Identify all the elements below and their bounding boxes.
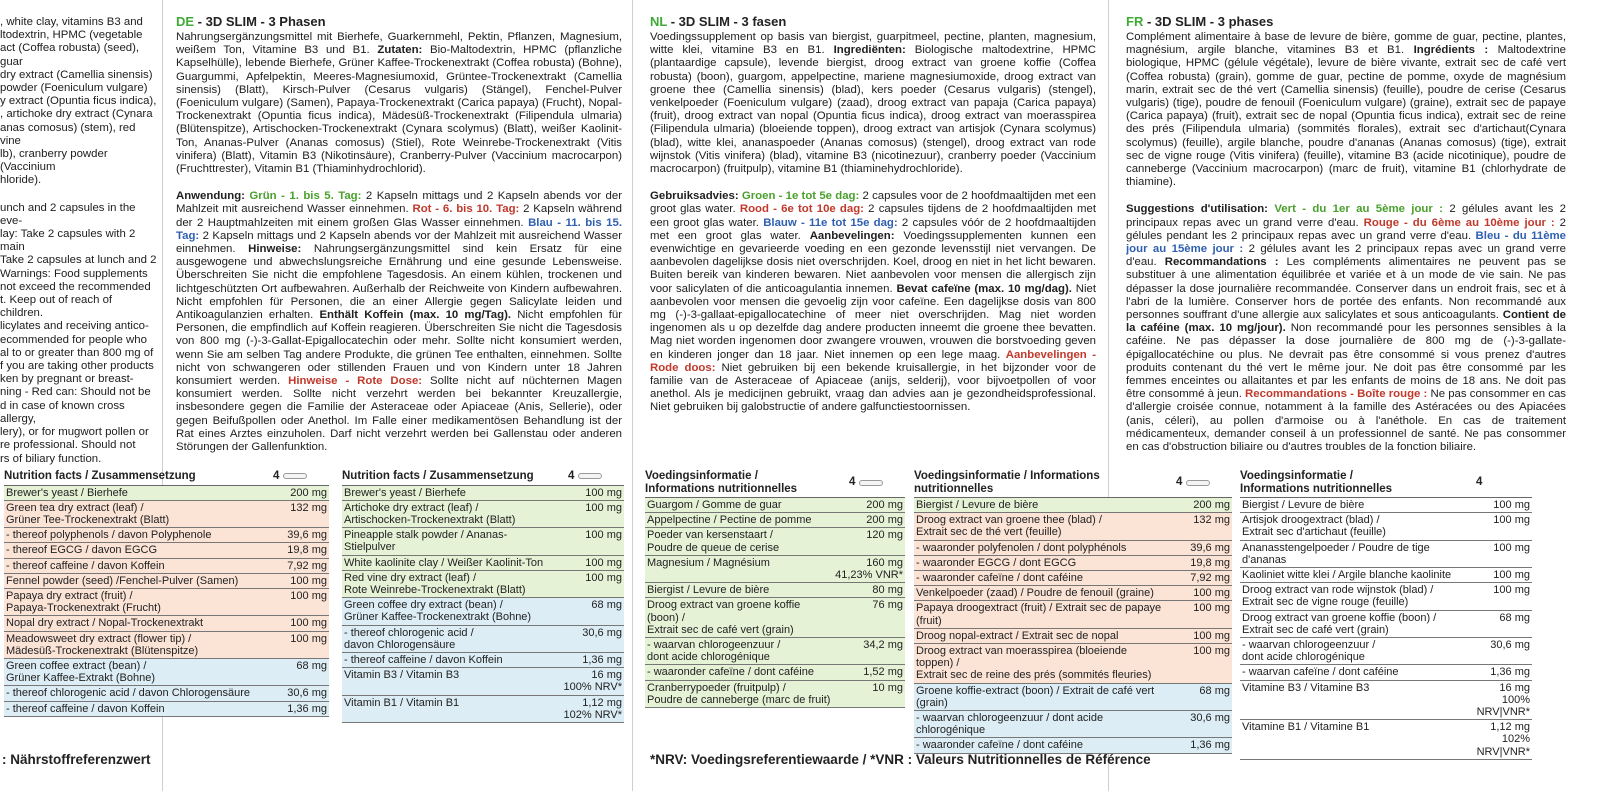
table-row [645, 681, 905, 708]
table-row [4, 686, 329, 701]
de-warn-2: Nicht empfohlen für Personen, die empfindlich auf Koffein reagieren. Überschreiten Sie nicht die Tagesdosis von 800 mg (-)-3-Gallat-Epigallocatechin oder mehr. Sollte nicht konsumiert werden, wenn Sie am selben Tag andere Produkte, die grünen Tee enthalten, einnehmen. Sollte nicht von schwangeren oder stillenden Frauen und von Kindern unter 18 Jahren konsumiert werden. [176, 309, 622, 388]
de-comp-b: Bio-Maltodextrin, HPMC (pflanzliche Kapselhülle), lebende Bierhefe, Grüner Kaffee-Trockenextrakt (Coffea robusta) (Bohne), Guargummi, Apfelpektin, Meeres-Magnesiumoxid, Grüntee-Trockenextrakt (Camellia sinensis) (Blatt), Kirsch-Pulver (Cesarus vulgaris) (Stängel), Fenchel-Pulver (Foeniculum vulgare) (Samen), Papaya-Trockenextrakt (Carica papaya) (Frucht), Nopal-Trockenextrakt (Opuntia ficus indica), Mädesüß-Trockenextrakt (Filipendula ulmaria) (Blütenspitze), Artischocken-Trockenextrakt (Cynara scolymus) (Blatt), weißer Kaolinit-Ton, Ananas-Pulver (Ananas comosus) (Stiel), Rote Weinrebe-Trockenextrakt (Vitis vinifera) (Blatt), Vitamin B3 (Nikotinsäure), Cranberry-Pulver (Vaccinium macrocarpon) (Fruchttrester), Vitamin B1 (Thiaminhydrochlorid). [176, 44, 622, 176]
ingredient-amount: 100 mg [585, 486, 622, 499]
table-row [1240, 665, 1532, 680]
table-row [1240, 541, 1532, 568]
ingredient-amount: 200 mg [866, 514, 903, 527]
table-row [342, 696, 624, 723]
ingredient-amount: 100 mg [1493, 569, 1530, 582]
panel-en-partial [0, 16, 158, 486]
de-phase-red: Rot - 6. bis 10. Tag: [412, 203, 520, 216]
fr-usage-1: 2 gélules avant les 2 principaux repas avec un grand verre d'eau. [1126, 203, 1566, 229]
table-row [914, 556, 1232, 571]
capsule-icon [859, 480, 883, 486]
ingredient-name: - waarvan cafeïne / dont caféine [1242, 666, 1399, 679]
ingredient-amount: 100 mg [290, 632, 327, 645]
ingredient-name: Papaya dry extract (fruit) / Papaya-Trockenextrakt (Frucht) [6, 589, 161, 615]
panel-nl [650, 14, 1096, 474]
ingredient-amount: 100 mg [1493, 584, 1530, 597]
nl-phase-green: Groen - 1e tot 5e dag: [738, 190, 860, 203]
ingredient-amount: 1,12 mg 102% NRV|VNR* [1476, 721, 1530, 758]
de-composition [176, 31, 622, 176]
de-warn-3: Sollte nicht auf nüchternen Magen konsumiert werden. Sollte nicht verzehrt werden bei bekannter Kreuzallergie, insbesondere gegen die Familie der Asteraceae oder Apiaceae (Anis, Sellerie), oder gegen Beifußpollen oder Anethol. Im Falle einer medikamentösen Behandlung ist der Rat eines Arztes einzuholen. Darf nicht verzehrt werden bei Gallenstau oder anderen Störungen der Gallenfunktion. [176, 375, 622, 454]
ingredient-name: - waaronder cafeïne / dont caféine [916, 572, 1083, 585]
panel-fr [1126, 14, 1566, 474]
ingredient-amount: 19,8 mg [1190, 556, 1230, 569]
nl-ingredients-label: Ingrediënten: [833, 44, 906, 57]
table-body [342, 486, 624, 723]
table-body [4, 486, 329, 717]
capsule-icon [283, 473, 307, 479]
table-header [342, 470, 624, 486]
ingredient-name: Poeder van kersenstaart / Poudre de queue de cerise [647, 529, 780, 554]
nl-title [650, 14, 1096, 29]
nl-title-text: - 3D SLIM - 3 fasen [667, 14, 787, 29]
fr-warn-1: Les compléments alimentaires ne peuvent pas se substituer à une alimentation équilibrée et variée et à un mode de vie sain. Ne pas dépasser la dose journalière recommandée. Conserver dans un endroit frais, sec et à l'abri de la lumière. Conserver hors de portée des enfants. Non recommandé aux personnes souffrant d'une allergie aux salicylates et sous anticoagulants. [1126, 256, 1566, 322]
table-row [1240, 638, 1532, 665]
ingredient-name: Vitamin B1 / Vitamin B1 [344, 696, 460, 709]
nl-usage [650, 190, 1096, 414]
fr-phase-blue: Bleu - du 11ème jour au 15ème jour : [1126, 229, 1566, 256]
ingredient-name: Meadowsweet dry extract (flower tip) / Mädesüß-Trockenextrakt (Blütenspitze) [6, 632, 199, 657]
nl-warn-label: Aanbevelingen: [809, 229, 895, 242]
table-header [4, 470, 329, 486]
table-row [914, 586, 1232, 601]
ingredient-amount: 100 mg [585, 556, 622, 569]
table-row [342, 626, 624, 653]
ingredient-name: Artisjok droogextract (blad) / Extrait sec d'artichaut (feuille) [1242, 514, 1386, 539]
table-row [4, 486, 329, 501]
fr-ingredients-label: Ingrédients : [1413, 44, 1489, 57]
ingredient-name: Vitamine B1 / Vitamine B1 [1242, 721, 1370, 734]
table-row [1240, 681, 1532, 721]
nl-comp-a: Voedingssupplement op basis van biergist, guarpitmeel, pectine, planten, magnesium, witte klei, vitamine B3 en B1. [650, 31, 1096, 57]
table-row [4, 574, 329, 589]
de-ingredients-label: Zutaten: [377, 44, 423, 57]
table-row [645, 665, 905, 680]
nl-usage-2: 2 capsules tijdens de 2 hoofdmaaltijden met een groot glas water. [650, 203, 1096, 229]
nl-composition [650, 31, 1096, 176]
ingredient-amount: 100 mg [1193, 645, 1230, 658]
table-row [342, 486, 624, 501]
ingredient-amount: 100 mg [290, 617, 327, 630]
fr-title-text: - 3D SLIM - 3 phases [1143, 14, 1274, 29]
ingredient-amount: 76 mg [872, 599, 903, 612]
panel-fold-2 [632, 0, 633, 791]
de-title-text: - 3D SLIM - 3 Phasen [194, 14, 326, 29]
ingredient-amount: 100 mg [1493, 514, 1530, 527]
table-row [914, 541, 1232, 556]
nl-usage-label: Gebruiksadvies: [650, 190, 739, 203]
table-row [914, 629, 1232, 644]
ingredient-name: White kaolinite clay / Weißer Kaolinit-Ton [344, 556, 544, 569]
ingredient-amount: 1,36 mg [287, 702, 327, 715]
en-composition: , white clay, vitamins B3 and ltodextrin, HPMC (vegetable act (Coffea robusta) (seed), guar dry extract (Camellia sinensis) powder (Foeniculum vulgare) y extract (Opuntia ficus indica), , artichoke dry extract (Cynara anas comosus) (stem), red vine lb), cranberry powder (Vaccinium hloride). [0, 16, 157, 187]
fr-usage-2: 2 gélules pendant les 2 principaux repas avec un grand verre d'eau. [1126, 216, 1566, 242]
de-usage-label: Anwendung: [176, 190, 245, 203]
table-header [1240, 470, 1532, 498]
ingredient-name: Biergist / Levure de bière [1242, 499, 1365, 511]
table-de [342, 470, 624, 723]
table-body [914, 498, 1232, 754]
table-row [4, 528, 329, 543]
table-row [914, 513, 1232, 540]
fr-red-label: Recommandations - Boîte rouge : [1245, 388, 1428, 401]
fr-caffeine-label: Contient de la caféine (max. 10 mg/jour). [1126, 309, 1566, 335]
de-usage-3: 2 Kapseln mittags und 2 Kapseln abends vor der Mahlzeit mit ausreichend Wasser einnehmen. [176, 229, 622, 256]
ingredient-amount: 100 mg [290, 574, 327, 587]
table-row [342, 598, 624, 625]
nl-comp-b: Biologische maltodextrine, HPMC (plantaardige capsule), levende biergist, droog extract van groene koffie (Coffea robusta) (boon), guargom, appelpectine, mariene magnesiumoxide, droog extract van groene thee (Camellia sinensis) (blad), kers poeder (Cesarus vulgaris) (stengel), venkelpoeder (Foeniculum vulgare) (zaad), droog extract van papaja (Carica papaya) (fruit), droog extract van nopal (Opuntia ficus indica), droog extract van moerasspirea (Filipendula ulmaria) (bloeiende toppen), droog extract van artisjok (Cynara scolymus) (blad), witte klei, ananaspoeder (Ananas comosus) (stengel), droog extract van rode wijnstok (Vitis vinifera) (blad), vitamine B3 (nicotinezuur), cranberry poeder (Vaccinium macrocarpon) (fruitpulp), vitamine B1 (thiaminehydrochloride). [650, 44, 1096, 176]
ingredient-name: - waaronder cafeïne / dont caféine [916, 739, 1083, 752]
table-row [342, 501, 624, 528]
table-header-qty [568, 470, 624, 483]
ingredient-name: Guargom / Gomme de guar [647, 499, 782, 511]
footnote-nrv-vnr: *NRV: Voedingsreferentiewaarde / *VNR : Valeurs Nutritionnelles de Référence [650, 752, 1151, 767]
table-nl [645, 470, 905, 708]
table-row [4, 543, 329, 558]
table-row [4, 559, 329, 574]
en-usage: unch and 2 capsules in the eve- lay: Take 2 capsules with 2 main Take 2 capsules at lunch and 2 Warnings: Food supplements not exceed the recommended t. Keep out of reach of children. licylates and receiving antico- ecommended for people who al to or greater than 800 mg of f you are taking other products ken by pregnant or breast- ning - Red can: Should not be d in case of known cross allergy, lery), or for mugwort pollen or re professional. Should not rs of biliary function. [0, 201, 157, 465]
fr-warn-3: Ne pas consommer en cas d'allergie croisée connue, notamment à la famille des Astéracées ou des Apiacées (anis, céleri), au pollen d'armoise ou à l'anéthole. En cas de traitement médicamenteux, demander conseil à un professionnel de santé. Ne pas consommer en cas d'obstruction biliaire ou d'autres troubles de la fonction biliaire. [1126, 388, 1566, 454]
ingredient-amount: 100 mg [585, 529, 622, 542]
ingredient-name: Vitamin B3 / Vitamin B3 [344, 669, 460, 682]
ingredient-name: Nopal dry extract / Nopal-Trockenextrakt [6, 617, 204, 630]
table-row [342, 556, 624, 571]
table-row [645, 556, 905, 583]
ingredient-amount: 100 mg [1193, 587, 1230, 600]
table-row [342, 528, 624, 555]
table-body [645, 498, 905, 708]
ingredient-amount: 10 mg [872, 681, 903, 694]
ingredient-amount: 1,52 mg [863, 666, 903, 679]
table-row [342, 668, 624, 695]
ingredient-amount: 1,36 mg [1190, 739, 1230, 752]
table-row [914, 711, 1232, 738]
table-row [4, 501, 329, 528]
ingredient-name: - waaronder EGCG / dont EGCG [916, 556, 1077, 569]
ingredient-amount: 34,2 mg [863, 639, 903, 652]
table-body [1240, 498, 1532, 760]
table-row [1240, 611, 1532, 638]
ingredient-name: Vitamine B3 / Vitamine B3 [1242, 681, 1370, 694]
ingredient-name: Green coffee extract (bean) / Grüner Kaffee-Extrakt (Bohne) [6, 659, 155, 685]
fr-usage [1126, 203, 1566, 454]
table-row [645, 528, 905, 555]
fr-warn-label: Recommandations : [1164, 256, 1279, 269]
ingredient-amount: 68 mg [1499, 611, 1530, 624]
table-row [1240, 583, 1532, 610]
fr-composition [1126, 31, 1566, 189]
de-usage-1: 2 Kapseln mittags und 2 Kapseln abends vor der Mahlzeit mit ausreichend Wasser einnehmen. [176, 190, 622, 216]
nl-warn-3: Niet gebruiken bij een bekende kruisallergie, in het bijzonder voor de familie van de Asteraceae of Apiaceae (anijs, selderij), voor bijvoetpollen of voor anethol. Als je medicijnen gebruikt, vraag dan advies aan je gezondheidsprofessional. Niet gebruiken bij galobstructie of andere galfunctiestoornissen. [650, 361, 1096, 414]
table-en-partial [4, 470, 329, 717]
fr-usage-3: 2 gélules avant les 2 principaux repas avec un grand verre d'eau. [1126, 243, 1566, 269]
table-row [645, 498, 905, 513]
table-fr-2 [1240, 470, 1532, 760]
table-row [1240, 498, 1532, 513]
de-usage-2: 2 Kapseln während der 2 Hauptmahlzeiten mit einem großen Glas Wasser einnehmen. [176, 203, 622, 229]
ingredient-name: - waaronder cafeïne / dont caféine [647, 666, 814, 679]
ingredient-name: Biergist / Levure de bière [916, 499, 1039, 511]
ingredient-amount: 19,8 mg [287, 544, 327, 557]
capsule-icon [578, 473, 602, 479]
table-header-qty-text: 4 [1176, 476, 1183, 489]
table-row [4, 589, 329, 616]
table-row [342, 653, 624, 668]
table-row [645, 598, 905, 638]
fr-title [1126, 14, 1566, 29]
ingredient-name: Brewer's yeast / Bierhefe [6, 486, 128, 499]
fr-comp-b: Maltodextrine biologique, HPMC (gélule végétale), levure de bière vivante, extrait sec de café vert (Coffea robusta) (grain), gomme de guar, pectine de pomme, oxyde de magnésium marin, extrait sec de thé vert (Camellia sinensis) (feuille), poudre de cerise (Cesarus vulgaris) (tige), poudre de fenouil (Foeniculum vulgare) (graine), extrait sec de papaye (Carica papaya) (fruit), extrait sec de nopal (Opuntia ficus indica), extrait sec de reine des prés (Filipendula ulmaria) (sommités florales), extrait sec d'artichaut(Cynara scolymus) (feuille), argile blanche, poudre d'ananas (Ananas comosus) (tige), extrait sec de vigne rouge (Vitis vinifera) (feuille), vitamine B3 (acide nicotinique), poudre de canneberge (Vaccinium macrocarpon) (marc de fruit), vitamine B1 (chlorhydrate de thiamine). [1126, 44, 1566, 189]
table-row [914, 684, 1232, 711]
ingredient-name: - waarvan chlorogeenzuur / dont acide chlorogénique [1242, 639, 1376, 664]
ingredient-name: - waarvan chlorogeenzuur / dont acide chlorogénique [647, 639, 781, 664]
ingredient-amount: 100 mg [1493, 541, 1530, 554]
ingredient-amount: 30,6 mg [1190, 712, 1230, 725]
ingredient-name: - thereof caffeine / davon Koffein [6, 559, 165, 572]
table-header-name: Voedingsinformatie / Informations nutritionnelles [914, 470, 1100, 495]
table-row [4, 702, 329, 717]
fr-phase-green: Vert - du 1er au 5ème jour : [1267, 203, 1443, 216]
ingredient-name: - thereof caffeine / davon Koffein [6, 702, 165, 715]
ingredient-amount: 200 mg [290, 486, 327, 499]
de-caffeine-label: Enthält Koffein (max. 10 mg/Tag). [319, 309, 512, 322]
nl-red-label: Aanbevelingen - Rode doos: [650, 348, 1096, 374]
nl-usage-3: 2 capsules vóór de 2 hoofdmaaltijden met een groot glas water. [650, 216, 1096, 242]
ingredient-amount: 80 mg [872, 584, 903, 597]
table-header [914, 470, 1232, 498]
de-phase-blue: Blau - 11. bis 15. Tag: [176, 216, 622, 242]
ingredient-amount: 160 mg 41,23% VNR* [835, 556, 903, 582]
capsule-icon [1186, 480, 1210, 486]
ingredient-name: Pineapple stalk powder / Ananas-Stielpulver [344, 529, 508, 554]
ingredient-name: Fennel powder (seed) /Fenchel-Pulver (Samen) [6, 574, 239, 587]
ingredient-name: Green tea dry extract (leaf) / Grüner Tee-Trockenextrakt (Blatt) [6, 501, 170, 526]
table-header [645, 470, 905, 498]
table-row [645, 638, 905, 665]
ingredient-name: Appelpectine / Pectine de pomme [647, 514, 812, 527]
ingredient-amount: 1,36 mg [1490, 666, 1530, 679]
table-row [645, 583, 905, 598]
table-row [4, 659, 329, 686]
ingredient-amount: 68 mg [591, 599, 622, 612]
ingredient-name: - thereof polyphenols / davon Polyphenole [6, 529, 212, 542]
de-title [176, 14, 622, 29]
table-header-qty [1176, 470, 1232, 495]
ingredient-amount: 30,6 mg [582, 626, 622, 639]
ingredient-amount: 100 mg [585, 501, 622, 514]
table-header-name: Nutrition facts / Zusammensetzung [342, 470, 534, 482]
ingredient-amount: 132 mg [1193, 514, 1230, 527]
ingredient-name: Biergist / Levure de bière [647, 584, 770, 597]
nl-phase-red: Rood - 6e tot 10e dag: [739, 203, 864, 216]
ingredient-amount: 16 mg 100% NRV* [563, 669, 622, 694]
ingredient-amount: 200 mg [1193, 499, 1230, 511]
panel-de [176, 14, 622, 474]
table-header-name: Voedingsinformatie / Informations nutritionnelles [645, 470, 798, 495]
ingredient-name: - thereof chlorogenic acid / davon Chlorogensäure [6, 687, 250, 700]
table-row [645, 513, 905, 528]
table-row [914, 601, 1232, 628]
ingredient-amount: 7,92 mg [287, 559, 327, 572]
nl-usage-1: 2 capsules voor de 2 hoofdmaaltijden met een groot glas water. [650, 190, 1096, 216]
footnote-nrv-de: : Nährstoffreferenzwert [2, 752, 151, 767]
ingredient-name: Brewer's yeast / Bierhefe [344, 486, 466, 499]
table-fr [914, 470, 1232, 754]
de-red-label: Hinweise - Rote Dose: [288, 375, 423, 388]
table-header-qty [849, 470, 905, 495]
ingredient-name: Magnesium / Magnésium [647, 556, 770, 569]
table-header-qty [1476, 470, 1532, 495]
nl-lang-code: NL [650, 14, 668, 29]
ingredient-amount: 120 mg [866, 529, 903, 542]
fr-lang-code: FR [1126, 14, 1144, 29]
ingredient-amount: 30,6 mg [287, 687, 327, 700]
table-header-qty-text: 4 [568, 470, 575, 482]
ingredient-amount: 200 mg [866, 499, 903, 511]
table-header-name: Voedingsinformatie / Informations nutritionnelles [1240, 470, 1393, 495]
fr-warn-2: Non recommandé pour les personnes sensibles à la caféine. Ne pas dépasser la dose journalière de 800 mg de (-)-3-gallate-épigallocatéchine ou plus. Ne devrait pas être consommé si vous prenez d'autres produits contenant du thé vert le même jour. Ne doit pas être consommé par les femmes enceintes ou allaitantes et par les enfants de moins de 18 ans. Ne doit pas être consommé à jeun. [1126, 322, 1566, 401]
ingredient-name: Droog extract van moerasspirea (bloeiende toppen) / Extrait sec de reine des prés (sommités fleuries) [916, 645, 1152, 682]
nl-warn-1: Voedingssupplementen kunnen een evenwichtige en gevarieerde voeding en een gezonde levensstijl niet vervangen. De aanbevolen dagelijkse dosis niet overschrijden. Koel, droog en niet in het licht bewaren. Buiten bereik van kinderen bewaren. Niet aanbevolen voor mensen die allergisch zijn voor salicylaten of die anticoagulantia innemen. [650, 229, 1096, 295]
ingredient-name: Droog extract van groene koffie (boon) / Extrait sec de café vert (grain) [1242, 611, 1437, 636]
ingredient-name: Kaoliniet witte klei / Argile blanche kaolinite [1242, 569, 1452, 582]
de-phase-green: Grün - 1. bis 5. Tag: [244, 190, 362, 203]
ingredient-name: Cranberrypoeder (fruitpulp) / Poudre de canneberge (marc de fruit) [647, 681, 831, 706]
ingredient-name: - waarvan chlorogeenzuur / dont acide chlorogénique [916, 712, 1104, 737]
ingredient-name: Droog extract van groene thee (blad) / Extrait sec de thé vert (feuille) [916, 514, 1102, 539]
table-header-name: Nutrition facts / Zusammensetzung [4, 470, 196, 482]
table-header-qty [273, 470, 329, 483]
ingredient-amount: 68 mg [296, 659, 327, 672]
ingredient-amount: 100 mg [585, 571, 622, 584]
nl-warn-2: Niet aanbevolen voor mensen die gevoelig zijn voor cafeïne. Een dagelijkse dosis van 800 mg (-)-3-gallaat-epigallocatechine of meer niet overschrijden. Mag niet worden ingenomen als u op dezelfde dag andere producten inneemt die groene thee bevatten. Mag niet worden ingenomen door zwangere vrouwen, vrouwen die borstvoeding geven en kinderen jonger dan 18 jaar. Niet innemen op een lege maag. [650, 282, 1096, 361]
ingredient-name: - thereof caffeine / davon Koffein [344, 653, 503, 666]
nl-caffeine-label: Bevat cafeïne (max. 10 mg/dag). [896, 282, 1072, 295]
ingredient-amount: 39,6 mg [1190, 541, 1230, 554]
ingredient-name: Droog nopal-extract / Extrait sec de nopal [916, 629, 1119, 642]
ingredient-amount: 100 mg [290, 589, 327, 602]
ingredient-amount: 68 mg [1199, 684, 1230, 697]
ingredient-amount: 100 mg [1193, 629, 1230, 642]
table-row [914, 571, 1232, 586]
ingredient-name: Artichoke dry extract (leaf) / Artischocken-Trockenextrakt (Blatt) [344, 501, 516, 526]
fr-usage-label: Suggestions d'utilisation: [1126, 203, 1268, 216]
de-warn-1: Nahrungsergänzungsmittel sind kein Ersatz für eine ausgewogene und abwechslungsreiche Ernährung und eine gesunde Lebensweise. Überschreiten Sie nicht die empfohlene Tagesdosis. An einem kühlen, trockenen und lichtgeschützten Ort aufbewahren. Außerhalb der Reichweite von Kindern aufbewahren. Nicht empfohlen für Personen, die an einer Allergie gegen Salicylate leiden und Antikoagulanzien erhalten. [176, 243, 622, 322]
fr-phase-red: Rouge - du 6ème au 10ème jour : [1363, 216, 1555, 229]
ingredient-name: Droog extract van rode wijnstok (blad) / Extrait sec de vigne rouge (feuille) [1242, 584, 1434, 609]
fr-comp-a: Complément alimentaire à base de levure de bière, gomme de guar, pectine, plantes, magnésium, argile blanche, vitamines B3 et B1. [1126, 31, 1566, 57]
ingredient-name: Red vine dry extract (leaf) / Rote Weinrebe-Trockenextrakt (Blatt) [344, 571, 526, 596]
table-row [4, 616, 329, 631]
ingredient-amount: 1,36 mg [582, 653, 622, 666]
ingredient-name: Ananasstengelpoeder / Poudre de tige d'ananas [1242, 541, 1430, 566]
table-row [914, 644, 1232, 684]
nl-phase-blue: Blauw - 11e tot 15e dag: [763, 216, 898, 229]
ingredient-amount: 39,6 mg [287, 529, 327, 542]
ingredient-name: Green coffee dry extract (bean) / Grüner Kaffee-Trockenextrakt (Bohne) [344, 599, 532, 624]
table-row [1240, 720, 1532, 760]
ingredient-name: Droog extract van groene koffie (boon) / Extrait sec de café vert (grain) [647, 599, 801, 636]
ingredient-name: Papaya droogextract (fruit) / Extrait sec de papaye (fruit) [916, 602, 1162, 627]
ingredient-name: - thereof EGCG / davon EGCG [6, 544, 158, 557]
table-header-qty-text: 4 [849, 476, 856, 489]
ingredient-amount: 16 mg 100% NRV|VNR* [1476, 681, 1530, 719]
ingredient-amount: 100 mg [1493, 499, 1530, 511]
de-warn-label: Hinweise: [248, 243, 302, 256]
de-comp-a: Nahrungsergänzungsmittel mit Bierhefe, Guarkernmehl, Pektin, Pflanzen, Magnesium, weißem Ton, Vitamine B3 und B1. [176, 31, 622, 57]
ingredient-amount: 1,12 mg 102% NRV* [563, 696, 622, 721]
ingredient-name: Venkelpoeder (zaad) / Poudre de fenouil (graine) [916, 587, 1154, 600]
table-row [1240, 513, 1532, 540]
de-lang-code: DE [176, 14, 195, 29]
ingredient-name: - thereof chlorogenic acid / davon Chlorogensäure [344, 626, 474, 651]
ingredient-name: - waaronder polyfenolen / dont polyphénols [916, 541, 1127, 554]
table-header-qty-text: 4 [273, 470, 280, 482]
table-row [342, 571, 624, 598]
table-row [914, 498, 1232, 513]
table-row [1240, 568, 1532, 583]
ingredient-amount: 7,92 mg [1190, 572, 1230, 585]
table-row [4, 632, 329, 659]
ingredient-name: Groene koffie-extract (boon) / Extrait de café vert (grain) [916, 684, 1155, 709]
table-header-qty-text: 4 [1476, 476, 1483, 489]
ingredient-amount: 30,6 mg [1490, 639, 1530, 652]
de-usage [176, 190, 622, 454]
ingredient-amount: 132 mg [290, 501, 327, 514]
ingredient-amount: 100 mg [1193, 602, 1230, 615]
